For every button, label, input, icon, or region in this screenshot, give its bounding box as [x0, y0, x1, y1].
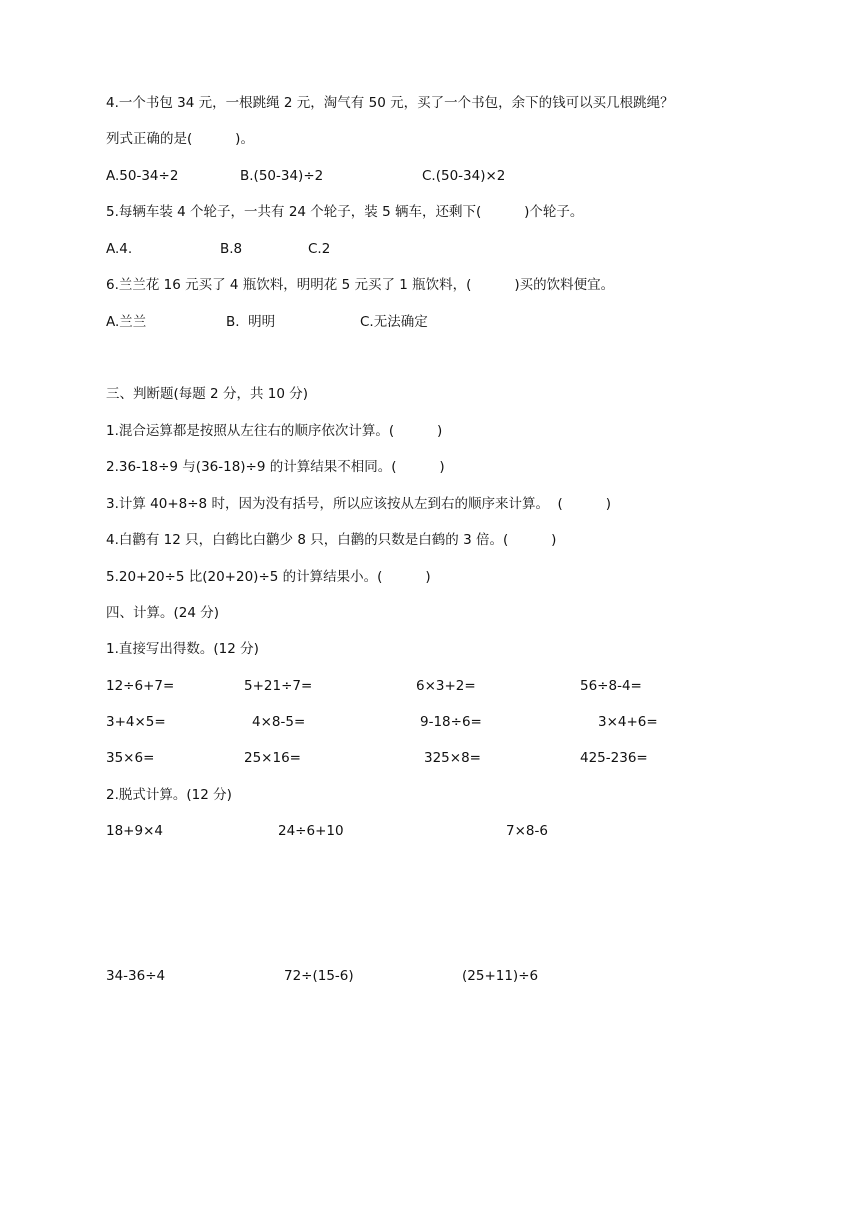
step-calc-item: 24÷6+10	[278, 823, 344, 839]
step-calc-item: 7×8-6	[506, 823, 548, 839]
question-5-option-b: B.8	[220, 241, 243, 257]
oral-calc-item: 12÷6+7=	[106, 678, 175, 694]
oral-calc-item: 56÷8-4=	[580, 678, 642, 694]
oral-calc-item: 25×16=	[244, 750, 301, 766]
question-6-option-a: A.兰兰	[106, 314, 147, 330]
section-4-heading: 四、计算。(24 分)	[106, 605, 220, 621]
question-5-option-c: C.2	[308, 241, 331, 257]
question-5-text: 5.每辆车装 4 个轮子，一共有 24 个轮子，装 5 辆车，还剩下( )个轮子。	[106, 204, 584, 220]
oral-calc-item: 425-236=	[580, 750, 648, 766]
step-calc-item: 72÷(15-6)	[284, 968, 354, 984]
oral-calc-item: 9-18÷6=	[420, 714, 482, 730]
question-4-option-b: B.(50-34)÷2	[240, 168, 324, 184]
question-6-option-b: B. 明明	[226, 314, 276, 330]
judge-item-5: 5.20+20÷5 比(20+20)÷5 的计算结果小。( )	[106, 569, 431, 585]
step-calc-item: (25+11)÷6	[462, 968, 539, 984]
oral-calc-item: 3+4×5=	[106, 714, 166, 730]
judge-item-1: 1.混合运算都是按照从左往右的顺序依次计算。( )	[106, 423, 443, 439]
oral-calc-item: 4×8-5=	[252, 714, 306, 730]
question-6-option-c: C.无法确定	[360, 314, 428, 330]
question-6-text: 6.兰兰花 16 元买了 4 瓶饮料，明明花 5 元买了 1 瓶饮料，( )买的饮料便宜。	[106, 277, 615, 293]
oral-calc-item: 6×3+2=	[416, 678, 476, 694]
oral-calc-item: 35×6=	[106, 750, 155, 766]
question-4-text: 4.一个书包 34 元，一根跳绳 2 元，淘气有 50 元，买了一个书包，余下的钱可以买几根跳绳？	[106, 95, 674, 111]
step-calc-item: 18+9×4	[106, 823, 163, 839]
calc-sub2-heading: 2.脱式计算。(12 分)	[106, 787, 232, 803]
oral-calc-item: 5+21÷7=	[244, 678, 313, 694]
step-calc-item: 34-36÷4	[106, 968, 166, 984]
section-3-heading: 三、判断题(每题 2 分，共 10 分)	[106, 386, 308, 402]
question-4-prompt: 列式正确的是( )。	[106, 131, 254, 147]
question-4-option-c: C.(50-34)×2	[422, 168, 506, 184]
oral-calc-item: 325×8=	[424, 750, 481, 766]
judge-item-2: 2.36-18÷9 与(36-18)÷9 的计算结果不相同。( )	[106, 459, 445, 475]
calc-sub1-heading: 1.直接写出得数。(12 分)	[106, 641, 259, 657]
oral-calc-item: 3×4+6=	[598, 714, 658, 730]
question-5-option-a: A.4.	[106, 241, 133, 257]
judge-item-3: 3.计算 40+8÷8 时，因为没有括号，所以应该按从左到右的顺序来计算。 ( )	[106, 496, 611, 512]
question-4-option-a: A.50-34÷2	[106, 168, 179, 184]
judge-item-4: 4.白鹳有 12 只，白鹤比白鹳少 8 只，白鹳的只数是白鹤的 3 倍。( )	[106, 532, 557, 548]
